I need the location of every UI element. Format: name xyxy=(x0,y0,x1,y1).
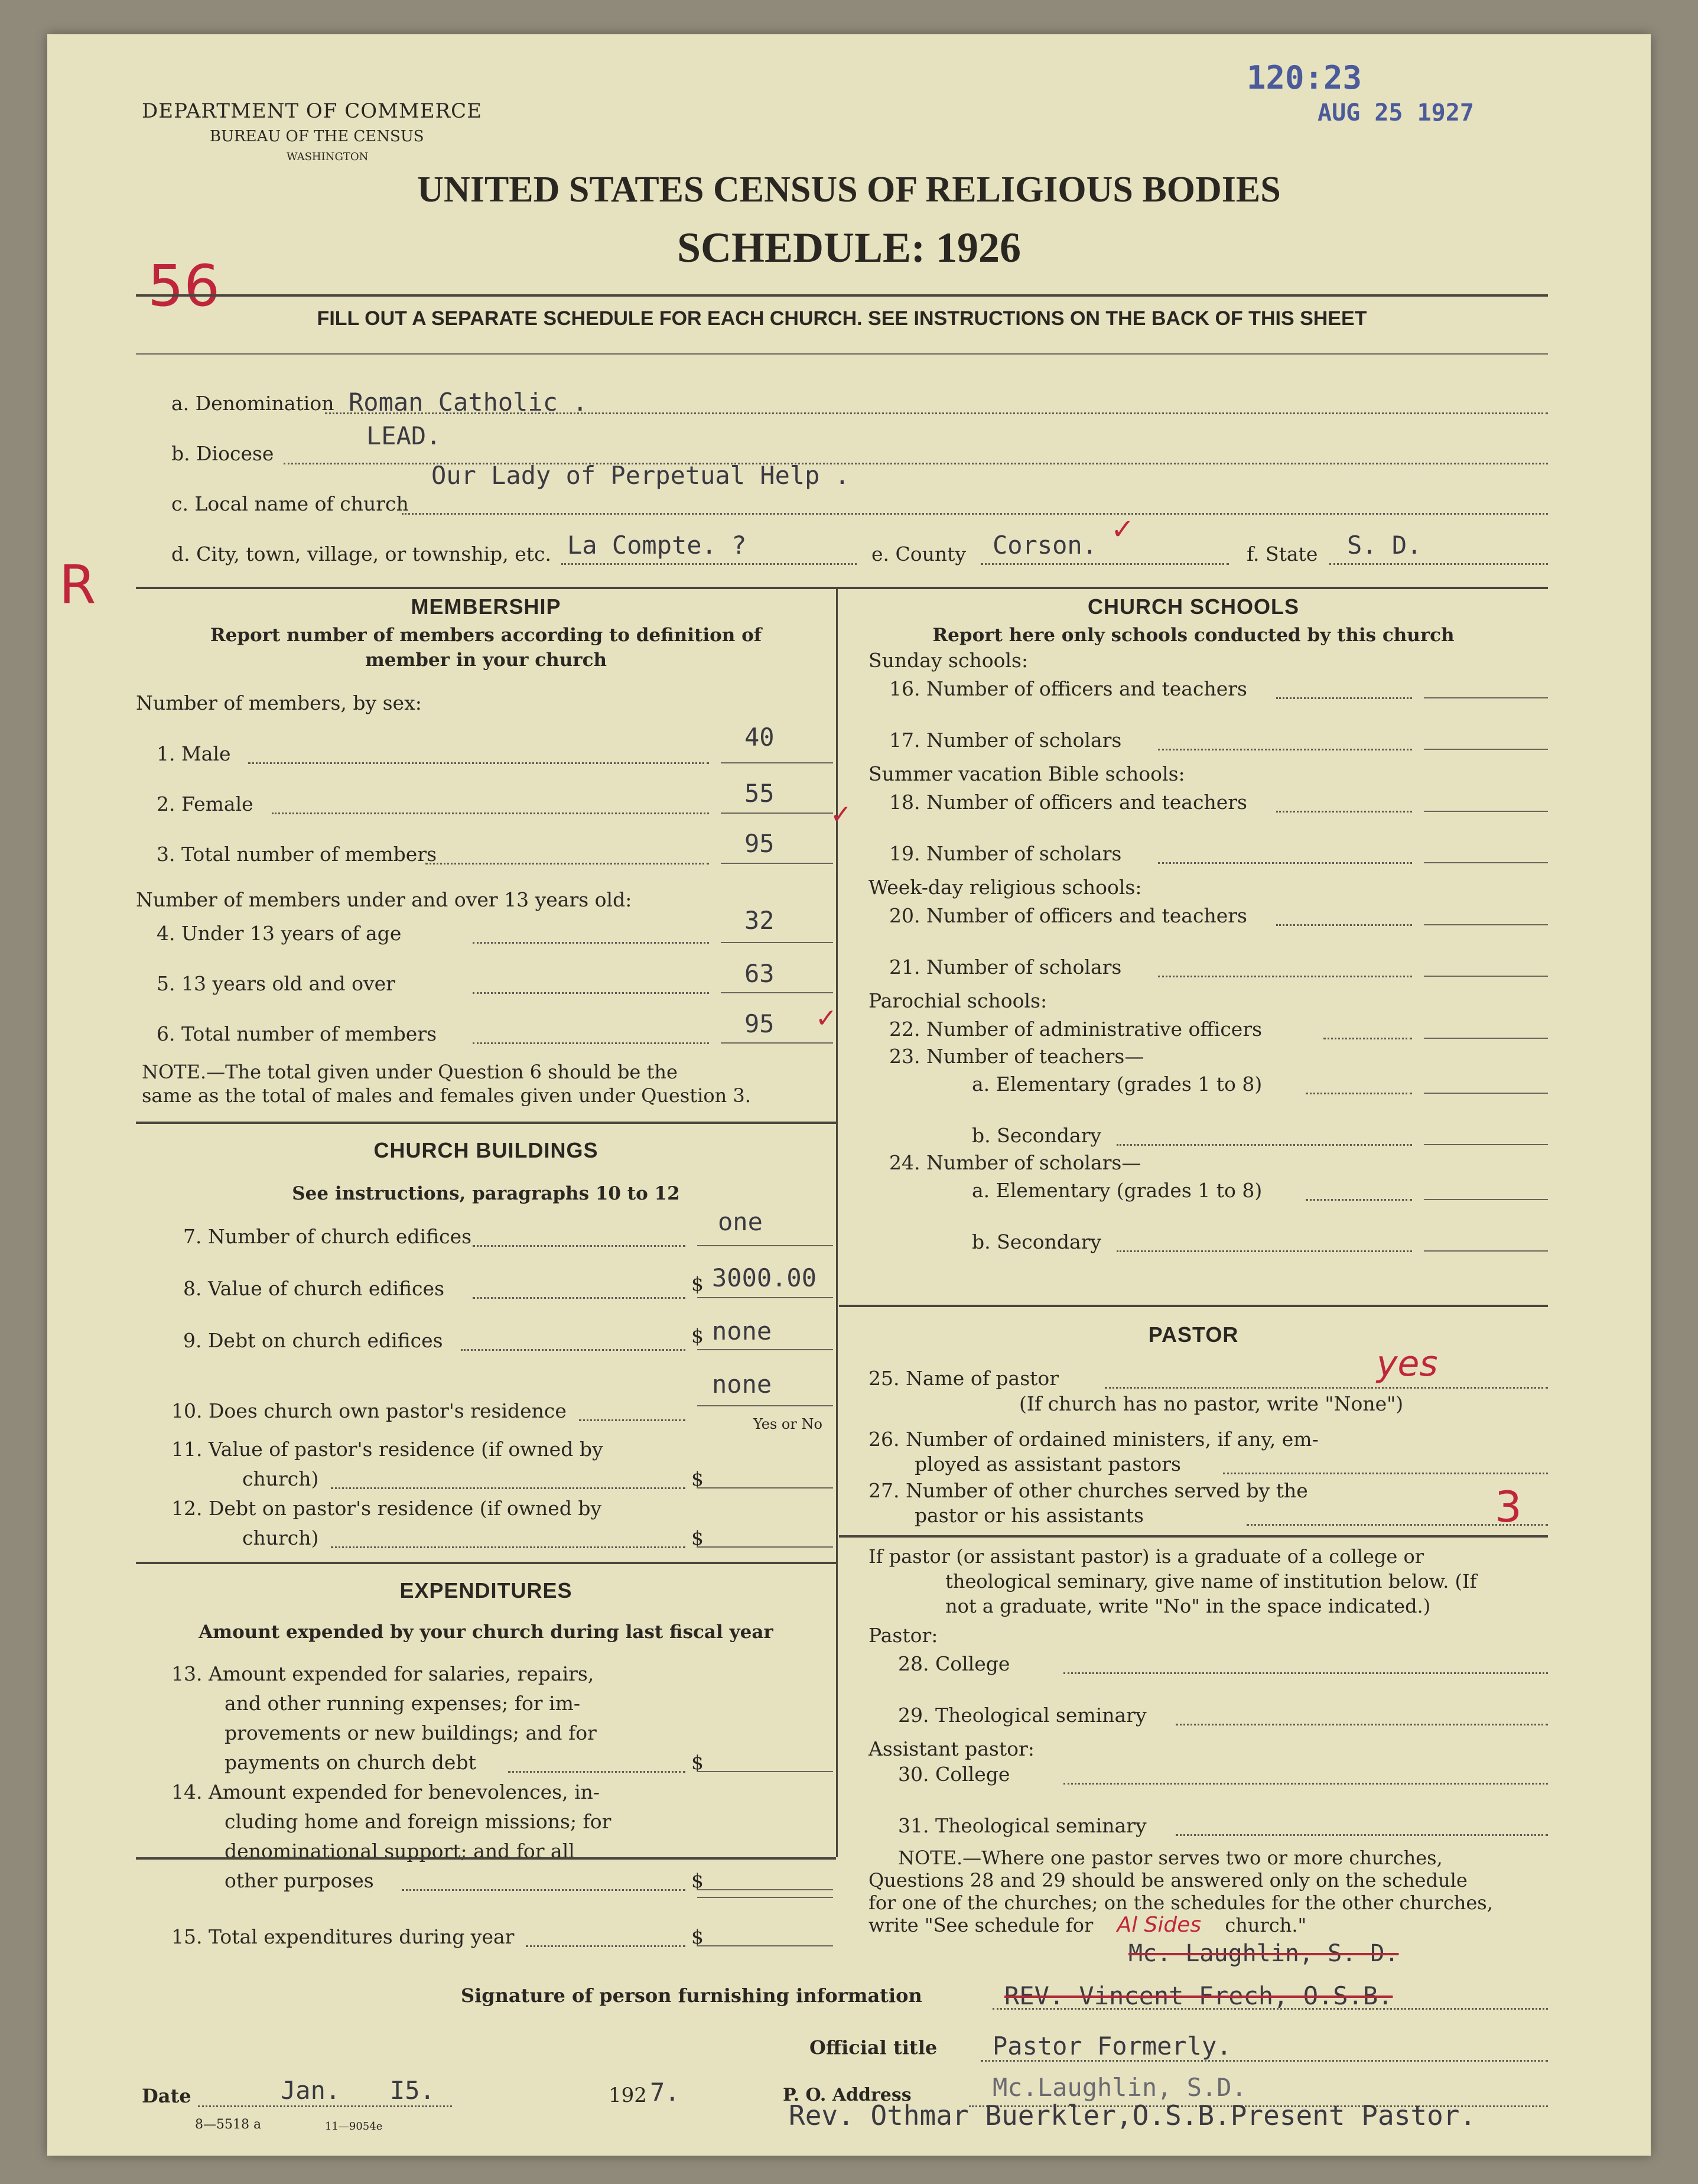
q4-value[interactable]: 32 xyxy=(744,906,775,935)
q14-label-4: other purposes xyxy=(225,1869,374,1892)
q18-label: 18. Number of officers and teachers xyxy=(889,791,1247,814)
q19-label: 19. Number of scholars xyxy=(889,842,1122,865)
form-number: 8—5518 a xyxy=(195,2117,262,2132)
q20-label: 20. Number of officers and teachers xyxy=(889,904,1247,927)
census-schedule-sheet: 120:23 AUG 25 1927 DEPARTMENT OF COMMERCE BUREAU OF THE CENSUS WASHINGTON UNITED STATES CENSUS OF RELIGIOUS BODIES SCHEDULE: 1926 56 R FILL OUT A SEPARATE SCHEDULE FOR EACH CHURCH. SEE INSTRUCTIONS ON THE BACK OF THIS SHEET a. Denomination Roman Catholic . b. Diocese LEAD. c. Local name of church Our Lady of Perpetual Help . d. City, town, village, or township, etc. La Compte. ? e. County Corson. ✓ f. State S. D. MEMBERSHIP Report number of members according to definition of member in your church Number of members, by sex: 1. Male 40 2. Female 55 ✓ 3. Total number of members 95 Number of members under and over 13 years old: 4. Under 13 years of age 32 5. 13 years old and over 63 6. Total number of members 95 ✓ NOTE.—The total given under Question 6 should be the same as the total of males and females given under Question 3. CHURCH BUILDINGS See instructions, paragraphs 10 to 12 7. Number of church edifices one 8. Value of church edifices $ 3000.00 9. Debt on church edifices $ none 10. Does church own pastor's residence none Yes or No 11. Value of pastor's residence (if owned by church) $ 12. Debt on pastor's residence (if owned by church) $ EXPENDITURES Amount expended by your church during last fiscal year 13. Amount expended for salaries, repairs, and other running expenses; for im- provements or new buildings; and for payments on church debt $ 14. Amount expended for benevolences, in- cluding home and foreign missions; for denominational support; and for all other purposes $ 15. Total expenditures during year $ CHURCH SCHOOLS Report here only schools conducted by this church Sunday schools: 16. Number of officers and teachers 17. Number of scholars Summer vacation Bible schools: 18. Number of officers and teachers 19. Number of scholars Week-day religious schools: 20. Number of officers and teachers 21. Number of scholars Parochial schools: 22. Number of administrative officers 23. Number of teachers— a. Elementary (grades 1 to 8) b. Secondary 24. Number of scholars— a. Elementary (grades 1 to 8) b. Secondary PASTOR 25. Name of pastor yes (If church has no pastor, write "None") 26. Number of ordained ministers, if any, em- ployed as assistant pastors 27. Number of other churches served by the pastor or his assistants 3 If pastor (or assistant pastor) is a graduate of a college or theological seminary, give name of institution below. (If not a graduate, write "No" in the space indicated.) Pastor: 28. College 29. Theological seminary Assistant pastor: 30. College 31. Theological seminary NOTE.—Where one pastor serves two or more churches, Questions 28 and 29 should be answered only on the schedule for one of the churches; on the schedules for the other churches, write "See schedule for Al Sides church." Mc. Laughlin, S. D. Signature of person furnishing information REV. Vincent Frech, O.S.B. Official title Pastor Formerly. Date Jan. I5. 192 7. P. O. Address Mc.Laughlin, S.D. Rev. Othmar Buerkler,O.S.B.Present Pastor. 8—5518 a 11—9054e xyxy=(47,34,1651,2156)
graduate-note-1: If pastor (or assistant pastor) is a graduate of a college or xyxy=(868,1545,1424,1568)
q13-label-2: and other running expenses; for im- xyxy=(225,1692,581,1715)
q24b-label: b. Secondary xyxy=(972,1230,1102,1253)
membership-note-2: same as the total of males and females given under Question 3. xyxy=(142,1084,751,1107)
receipt-stamp-number: 120:23 xyxy=(1247,59,1362,96)
members-by-sex-label: Number of members, by sex: xyxy=(136,691,422,714)
sunday-schools-label: Sunday schools: xyxy=(868,649,1029,672)
buildings-heading: CHURCH BUILDINGS xyxy=(373,1138,598,1162)
date-year[interactable]: 7. xyxy=(650,2078,680,2107)
q9-label: 9. Debt on church edifices xyxy=(183,1329,443,1352)
pastor-note-2: Questions 28 and 29 should be answered only on the schedule xyxy=(868,1869,1468,1892)
q23a-label: a. Elementary (grades 1 to 8) xyxy=(972,1072,1263,1096)
denomination-value[interactable]: Roman Catholic . xyxy=(349,388,588,417)
q25-label: 25. Name of pastor xyxy=(868,1367,1059,1390)
po-address-label: P. O. Address xyxy=(783,2085,912,2105)
department-line: DEPARTMENT OF COMMERCE xyxy=(142,99,482,123)
county-value[interactable]: Corson. xyxy=(993,531,1098,560)
q27-label-2: pastor or his assistants xyxy=(915,1504,1144,1527)
city-line: WASHINGTON xyxy=(287,151,369,163)
expenditures-heading: EXPENDITURES xyxy=(399,1578,572,1603)
q27-label-1: 27. Number of other churches served by the xyxy=(868,1479,1308,1502)
membership-sub-2: member in your church xyxy=(365,649,607,671)
q3-label: 3. Total number of members xyxy=(157,843,437,866)
pastor-note-4b: church." xyxy=(1225,1914,1307,1936)
q23b-label: b. Secondary xyxy=(972,1124,1102,1147)
q1-label: 1. Male xyxy=(157,742,231,765)
check-mark: ✓ xyxy=(830,800,852,830)
q17-label: 17. Number of scholars xyxy=(889,729,1122,752)
q28-label: 28. College xyxy=(898,1652,1010,1675)
diocese-value[interactable]: LEAD. xyxy=(366,421,441,450)
q26-label-1: 26. Number of ordained ministers, if any, em- xyxy=(868,1428,1319,1451)
q5-value[interactable]: 63 xyxy=(744,959,775,988)
q6-value[interactable]: 95 xyxy=(744,1009,775,1038)
parochial-schools-label: Parochial schools: xyxy=(868,989,1048,1012)
q25-note: (If church has no pastor, write "None") xyxy=(1019,1392,1404,1415)
q5-label: 5. 13 years old and over xyxy=(157,972,395,995)
q2-label: 2. Female xyxy=(157,792,253,815)
official-title-value[interactable]: Pastor Formerly. xyxy=(993,2032,1232,2060)
official-title-label: Official title xyxy=(809,2036,938,2059)
county-label: e. County xyxy=(871,542,967,566)
q14-label-3: denominational support; and for all xyxy=(225,1840,575,1863)
print-number: 11—9054e xyxy=(325,2120,383,2133)
schedule-title: SCHEDULE: 1926 xyxy=(676,224,1022,271)
q24a-label: a. Elementary (grades 1 to 8) xyxy=(972,1179,1263,1202)
q4-label: 4. Under 13 years of age xyxy=(157,922,402,945)
local-name-value[interactable]: Our Lady of Perpetual Help . xyxy=(431,461,850,490)
signature-label: Signature of person furnishing information xyxy=(461,1984,922,2007)
check-mark: ✓ xyxy=(1111,513,1135,546)
q11-label-2: church) xyxy=(242,1467,319,1490)
local-name-label: c. Local name of church xyxy=(171,492,409,515)
membership-note-1: NOTE.—The total given under Question 6 should be the xyxy=(142,1061,678,1083)
q23-label: 23. Number of teachers— xyxy=(889,1045,1144,1068)
diocese-label: b. Diocese xyxy=(171,442,274,465)
instruction-line: FILL OUT A SEPARATE SCHEDULE FOR EACH CHURCH. SEE INSTRUCTIONS ON THE BACK OF THIS SHEET xyxy=(317,307,1367,330)
state-value[interactable]: S. D. xyxy=(1347,531,1422,560)
q3-value[interactable]: 95 xyxy=(744,829,775,858)
date-year-prefix: 192 xyxy=(609,2084,647,2107)
pastor-note-4a: write "See schedule for xyxy=(868,1914,1094,1936)
state-label: f. State xyxy=(1247,542,1318,566)
check-mark: ✓ xyxy=(815,1003,837,1034)
q10-value[interactable]: none xyxy=(712,1370,772,1399)
form-title: UNITED STATES CENSUS OF RELIGIOUS BODIES xyxy=(417,170,1281,210)
date-month[interactable]: Jan. xyxy=(281,2076,341,2105)
city-label: d. City, town, village, or township, etc. xyxy=(171,542,552,566)
handwritten-letter: R xyxy=(59,554,96,616)
city-value[interactable]: La Compte. ? xyxy=(567,531,747,560)
q26-label-2: ployed as assistant pastors xyxy=(915,1452,1181,1476)
pastor-note-4 xyxy=(868,1913,1306,1938)
q11-label-1: 11. Value of pastor's residence (if owned by xyxy=(171,1438,603,1461)
handwritten-number: 56 xyxy=(148,253,220,319)
see-schedule-value[interactable]: Al Sides xyxy=(1117,1913,1202,1937)
q12-label-2: church) xyxy=(242,1526,319,1549)
weekday-schools-label: Week-day religious schools: xyxy=(868,876,1142,899)
graduate-note-3: not a graduate, write "No" in the space indicated.) xyxy=(945,1595,1431,1617)
expenditures-sub: Amount expended by your church during last fiscal year xyxy=(199,1621,773,1643)
q13-label-3: provements or new buildings; and for xyxy=(225,1721,597,1744)
receipt-stamp-date: AUG 25 1927 xyxy=(1318,99,1474,126)
q15-label: 15. Total expenditures during year xyxy=(171,1925,515,1948)
q13-label-1: 13. Amount expended for salaries, repairs, xyxy=(171,1662,594,1685)
summer-schools-label: Summer vacation Bible schools: xyxy=(868,762,1185,785)
struck-place: Mc. Laughlin, S. D. xyxy=(1128,1940,1399,1967)
membership-heading: MEMBERSHIP xyxy=(411,594,561,619)
pastor-note-3: for one of the churches; on the schedules for the other churches, xyxy=(868,1892,1493,1914)
q29-label: 29. Theological seminary xyxy=(898,1704,1147,1727)
schools-sub: Report here only schools conducted by this church xyxy=(932,625,1455,646)
date-day[interactable]: I5. xyxy=(390,2076,435,2105)
q7-label: 7. Number of church edifices xyxy=(183,1225,472,1248)
q27-value[interactable]: 3 xyxy=(1495,1482,1522,1532)
q16-label: 16. Number of officers and teachers xyxy=(889,677,1247,700)
q14-label-2: cluding home and foreign missions; for xyxy=(225,1810,611,1833)
q21-label: 21. Number of scholars xyxy=(889,956,1122,979)
q25-value[interactable]: yes xyxy=(1377,1343,1438,1384)
pastor-edu-label: Pastor: xyxy=(868,1624,938,1647)
yes-or-no-hint: Yes or No xyxy=(753,1416,822,1432)
po-address-value[interactable]: Mc.Laughlin, S.D. xyxy=(993,2073,1247,2102)
q22-label: 22. Number of administrative officers xyxy=(889,1018,1263,1041)
q7-value[interactable]: one xyxy=(718,1207,763,1236)
denomination-label: a. Denomination xyxy=(171,392,334,415)
assistant-edu-label: Assistant pastor: xyxy=(868,1737,1035,1760)
q10-label: 10. Does church own pastor's residence xyxy=(171,1399,567,1422)
bureau-line: BUREAU OF THE CENSUS xyxy=(210,128,424,145)
q24-label: 24. Number of scholars— xyxy=(889,1151,1141,1174)
q1-value[interactable]: 40 xyxy=(744,723,775,752)
signature-value[interactable]: REV. Vincent Frech, O.S.B. xyxy=(1004,1981,1393,2010)
q14-label-1: 14. Amount expended for benevolences, in- xyxy=(171,1780,600,1803)
date-label: Date xyxy=(142,2085,191,2107)
q8-label: 8. Value of church edifices xyxy=(183,1277,445,1300)
pastor-note-1: NOTE.—Where one pastor serves two or more churches, xyxy=(898,1847,1443,1869)
pastor-heading: PASTOR xyxy=(1148,1322,1239,1347)
q13-label-4: payments on church debt xyxy=(225,1751,476,1774)
schools-heading: CHURCH SCHOOLS xyxy=(1087,594,1299,619)
q8-value[interactable]: 3000.00 xyxy=(712,1263,817,1292)
members-by-age-label: Number of members under and over 13 years old: xyxy=(136,888,632,911)
present-pastor-note: Rev. Othmar Buerkler,O.S.B.Present Pastor. xyxy=(789,2100,1476,2131)
q6-label: 6. Total number of members xyxy=(157,1022,437,1045)
q2-value[interactable]: 55 xyxy=(744,779,775,808)
q9-value[interactable]: none xyxy=(712,1317,772,1346)
q30-label: 30. College xyxy=(898,1763,1010,1786)
buildings-sub: See instructions, paragraphs 10 to 12 xyxy=(292,1183,680,1204)
membership-sub-1: Report number of members according to definition of xyxy=(210,625,762,646)
q12-label-1: 12. Debt on pastor's residence (if owned by xyxy=(171,1497,602,1520)
graduate-note-2: theological seminary, give name of institution below. (If xyxy=(945,1570,1477,1592)
q31-label: 31. Theological seminary xyxy=(898,1814,1147,1837)
